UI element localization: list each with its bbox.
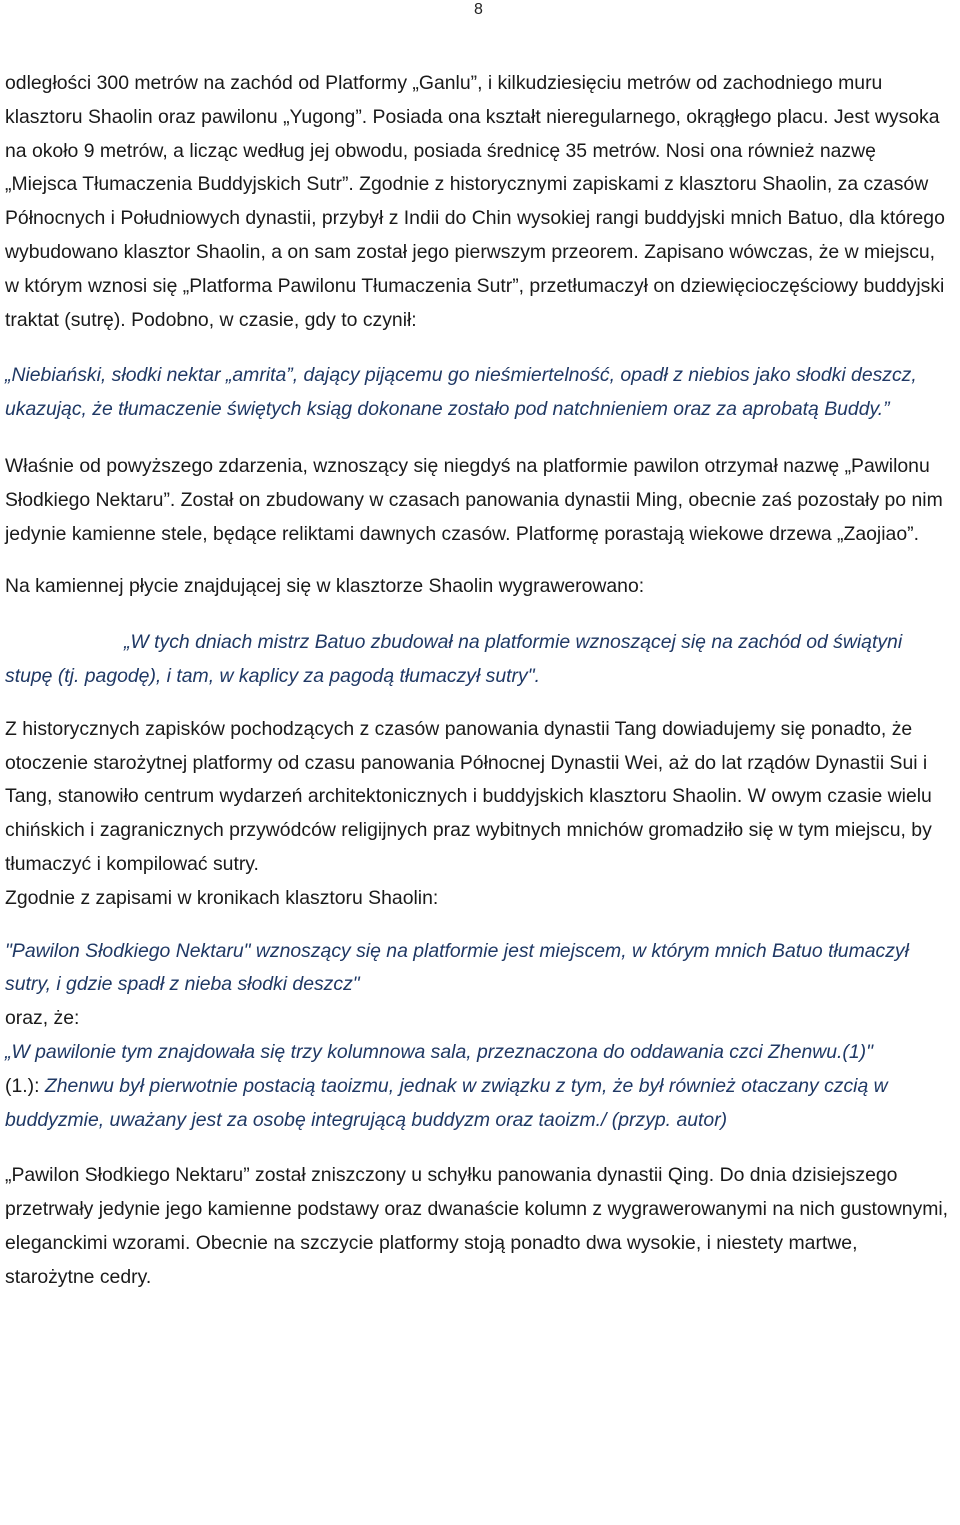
quote-chronicles: "Pawilon Słodkiego Nektaru" wznoszący się na platformie jest miejscem, w którym mnich Batuo tłumaczył sutry, i gdzie spadł z nieba słodki deszcz"	[5, 939, 909, 996]
paragraph-chronicles-intro: Zgodnie z zapisami w kronikach klasztoru Shaolin:	[5, 886, 439, 909]
quote-zhenwu-hall: „W pawilonie tym znajdowała się trzy kolumnowa sala, przeznaczona do oddawania czci Zhenwu.(1)"	[5, 1040, 874, 1063]
document-body	[5, 67, 951, 1295]
footnote-label: (1.):	[5, 1074, 40, 1097]
footnote-text: Zhenwu był pierwotnie postacią taoizmu, jednak w związku z tym, że był również otaczany czcią w buddyzmie, uważany jest za osobę integrującą buddyzm oraz taoizm./ (przyp. autor)	[5, 1074, 888, 1131]
footnote-zhenwu	[5, 1070, 951, 1138]
paragraph-stone-tablet: Na kamiennej płycie znajdującej się w klasztorze Shaolin wygrawerowano:	[5, 575, 645, 598]
paragraph-and-that: oraz, że:	[5, 1007, 80, 1030]
paragraph-pavilion-name: Właśnie od powyższego zdarzenia, wznoszący się niegdyś na platformie pawilon otrzymał nazwę „Pawilonu Słodkiego Nektaru”. Został on zbudowany w czasach panowania dynastii Ming, obecnie zaś pozostały po nim jedynie kamienne stele, będące reliktami dawnych czasów. Platformę porastają wiekowe drzewa „Zaojiao”.	[5, 454, 943, 545]
paragraph-platform-description: odległości 300 metrów na zachód od Platformy „Ganlu”, i kilkudziesięciu metrów od zachodniego muru klasztoru Shaolin oraz pawilonu „Yugong”. Posiada ona kształt nieregularnego, okrągłego placu. Jest wysoka na około 9 metrów, a licząc według jej obwodu, posiada średnicę 35 metrów. Nosi ona również nazwę „Miejsca Tłumaczenia Buddyjskich Sutr”. Zgodnie z historycznymi zapiskami z klasztoru Shaolin, za czasów Północnych i Południowych dynastii, przybył z Indii do Chin wysokiej rangi buddyjski mnich Batuo, dla którego wybudowano klasztor Shaolin, a on sam został jego pierwszym przeorem. Zapisano wówczas, że w miejscu, w którym wznosi się „Platforma Pawilonu Tłumaczenia Sutr”, przetłumaczył on dziewięcioczęściowy buddyjski traktat (sutrę). Podobno, w czasie, gdy to czynił:	[5, 72, 945, 331]
page-number: 8	[474, 1, 483, 18]
paragraph-tang-records: Z historycznych zapisków pochodzących z czasów panowania dynastii Tang dowiadujemy się ponadto, że otoczenie starożytnej platformy od czasu panowania Północnej Dynastii Wei, aż do lat rządów Dynastii Sui i Tang, stanowiło centrum wydarzeń architektonicznych i buddyjskich klasztoru Shaolin. W owym czasie wielu chińskich i zagranicznych przywódców religijnych praz wybitnych mnichów gromadziło się w tym miejscu, by tłumaczyć i kompilować sutry.	[5, 717, 932, 875]
quote-batuo-stupa: „W tych dniach mistrz Batuo zbudował na platformie wznoszącej się na zachód od świątyni stupę (tj. pagodę), i tam, w kaplicy za pagodą tłumaczył sutry".	[5, 631, 903, 687]
quote-amrita: „Niebiański, słodki nektar „amrita”, dający pijącemu go nieśmiertelność, opadł z niebios jako słodki deszcz, ukazując, że tłumaczenie świętych ksiąg dokonane zostało pod natchnieniem oraz za aprobatą Buddy.”	[5, 364, 917, 421]
paragraph-destruction: „Pawilon Słodkiego Nektaru” został zniszczony u schyłku panowania dynastii Qing. Do dnia dzisiejszego przetrwały jedynie jego kamienne podstawy oraz dwanaście kolumn z wygrawerowanymi na nich gustownymi, eleganckimi wzorami. Obecnie na szczycie platformy stoją ponadto dwa wysokie, i niestety martwe, starożytne cedry.	[5, 1164, 949, 1288]
